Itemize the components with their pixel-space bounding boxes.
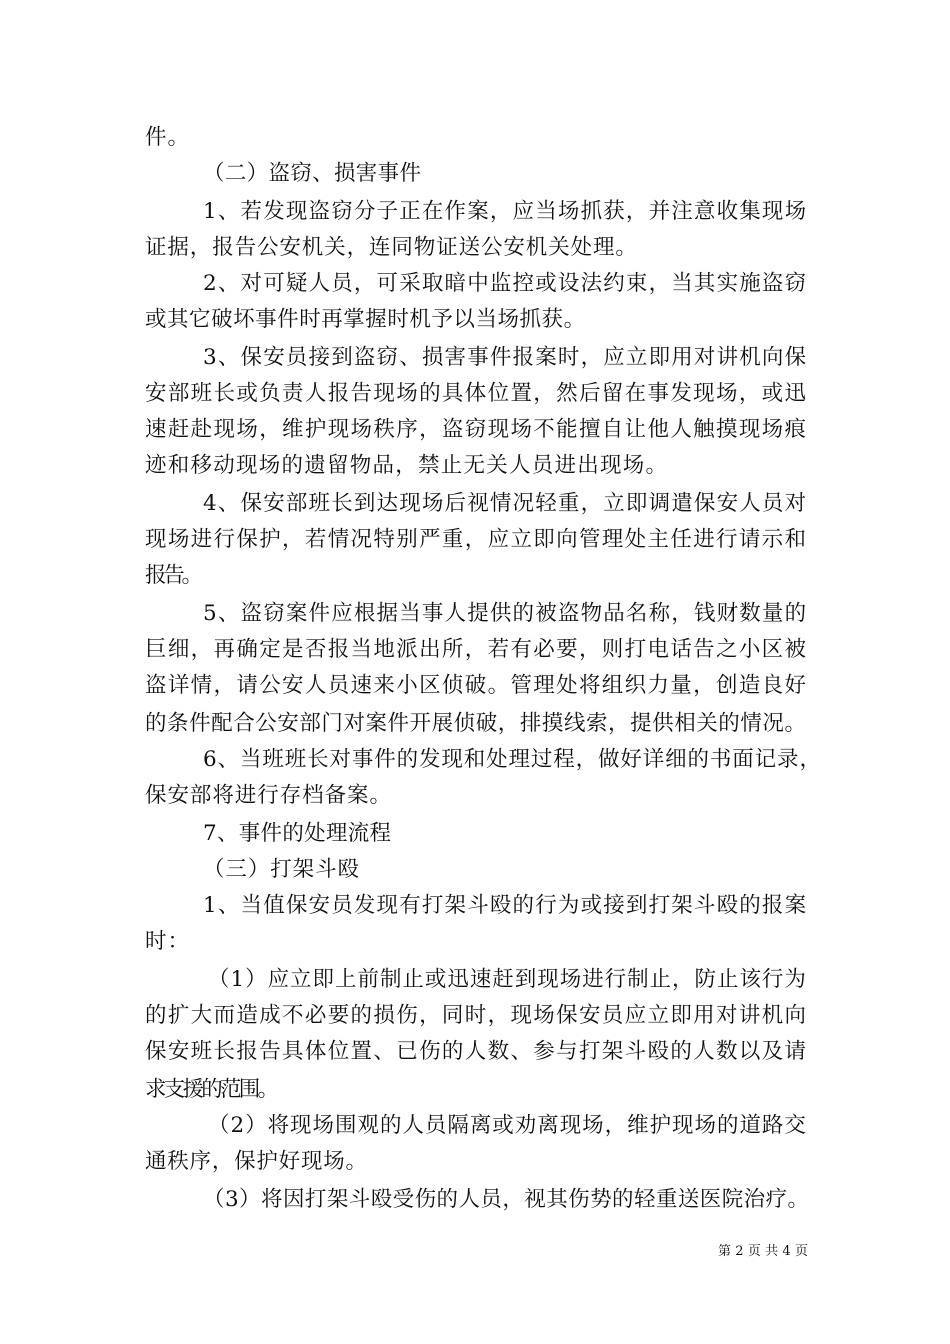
text-line: 3、保安员接到盗窃、损害事件报案时，应立即用对讲机向保 <box>203 345 808 370</box>
text-line: 速赶赴现场，维护现场秩序，盗窃现场不能擅自让他人触摸现场痕 <box>145 417 808 442</box>
text-line: 巨细，再确定是否报当地派出所，若有必要，则打电话告之小区被 <box>145 637 808 662</box>
text-line: 1、当值保安员发现有打架斗殴的行为或接到打架斗殴的报案 <box>203 893 808 918</box>
text-line: 盗详情，请公安人员速来小区侦破。管理处将组织力量，创造良好 <box>145 673 808 698</box>
text-line: 2、对可疑人员，可采取暗中监控或设法约束，当其实施盗窃 <box>203 271 808 296</box>
text-line: 保安部将进行存档备案。 <box>145 783 392 808</box>
text-line: （3）将因打架斗殴受伤的人员，视其伤势的轻重送医院治疗。 <box>203 1187 810 1212</box>
text-line: 5、盗窃案件应根据当事人提供的被盗物品名称，钱财数量的 <box>203 601 808 626</box>
text-line: 通秩序，保护好现场。 <box>145 1149 368 1174</box>
text-line: 时： <box>145 929 191 954</box>
section-heading: （三）打架斗殴 <box>203 857 360 882</box>
section-heading: （二）盗窃、损害事件 <box>203 161 422 186</box>
text-line: 的条件配合公安部门对案件开展侦破，排摸线索，提供相关的情况。 <box>145 711 807 736</box>
text-line: 件。 <box>145 125 191 150</box>
text-line: 4、保安部班长到达现场后视情况轻重，立即调遣保安人员对 <box>203 491 808 516</box>
text-line: 的扩大而造成不必要的损伤，同时，现场保安员应立即用对讲机向 <box>145 1003 808 1028</box>
text-line: 6、当班班长对事件的发现和处理过程，做好详细的书面记录， <box>203 747 822 772</box>
text-line: 安部班长或负责人报告现场的具体位置，然后留在事发现场，或迅 <box>145 381 808 406</box>
text-line: 迹和移动现场的遗留物品，禁止无关人员进出现场。 <box>145 453 669 478</box>
text-line: 现场进行保护，若情况特别严重，应立即向管理处主任进行请示和 <box>145 527 808 552</box>
text-line: 报告。 <box>145 563 200 588</box>
text-line: （1）应立即上前制止或迅速赶到现场进行制止，防止该行为 <box>208 967 807 992</box>
text-line: 7、事件的处理流程 <box>203 821 392 846</box>
text-line: 保安班长报告具体位置、已伤的人数、参与打架斗殴的人数以及请 <box>145 1039 808 1064</box>
text-line: 证据，报告公安机关，连同物证送公安机关处理。 <box>145 235 638 260</box>
page-number: 第2页共4页 <box>718 1244 813 1259</box>
text-line: 求支援的范围。 <box>145 1077 277 1102</box>
text-line: 1、若发现盗窃分子正在作案，应当场抓获，并注意收集现场 <box>203 199 808 224</box>
text-line: （2）将现场围观的人员隔离或劝离现场，维护现场的道路交 <box>208 1113 807 1138</box>
text-line: 或其它破坏事件时再掌握时机予以当场抓获。 <box>145 307 586 332</box>
